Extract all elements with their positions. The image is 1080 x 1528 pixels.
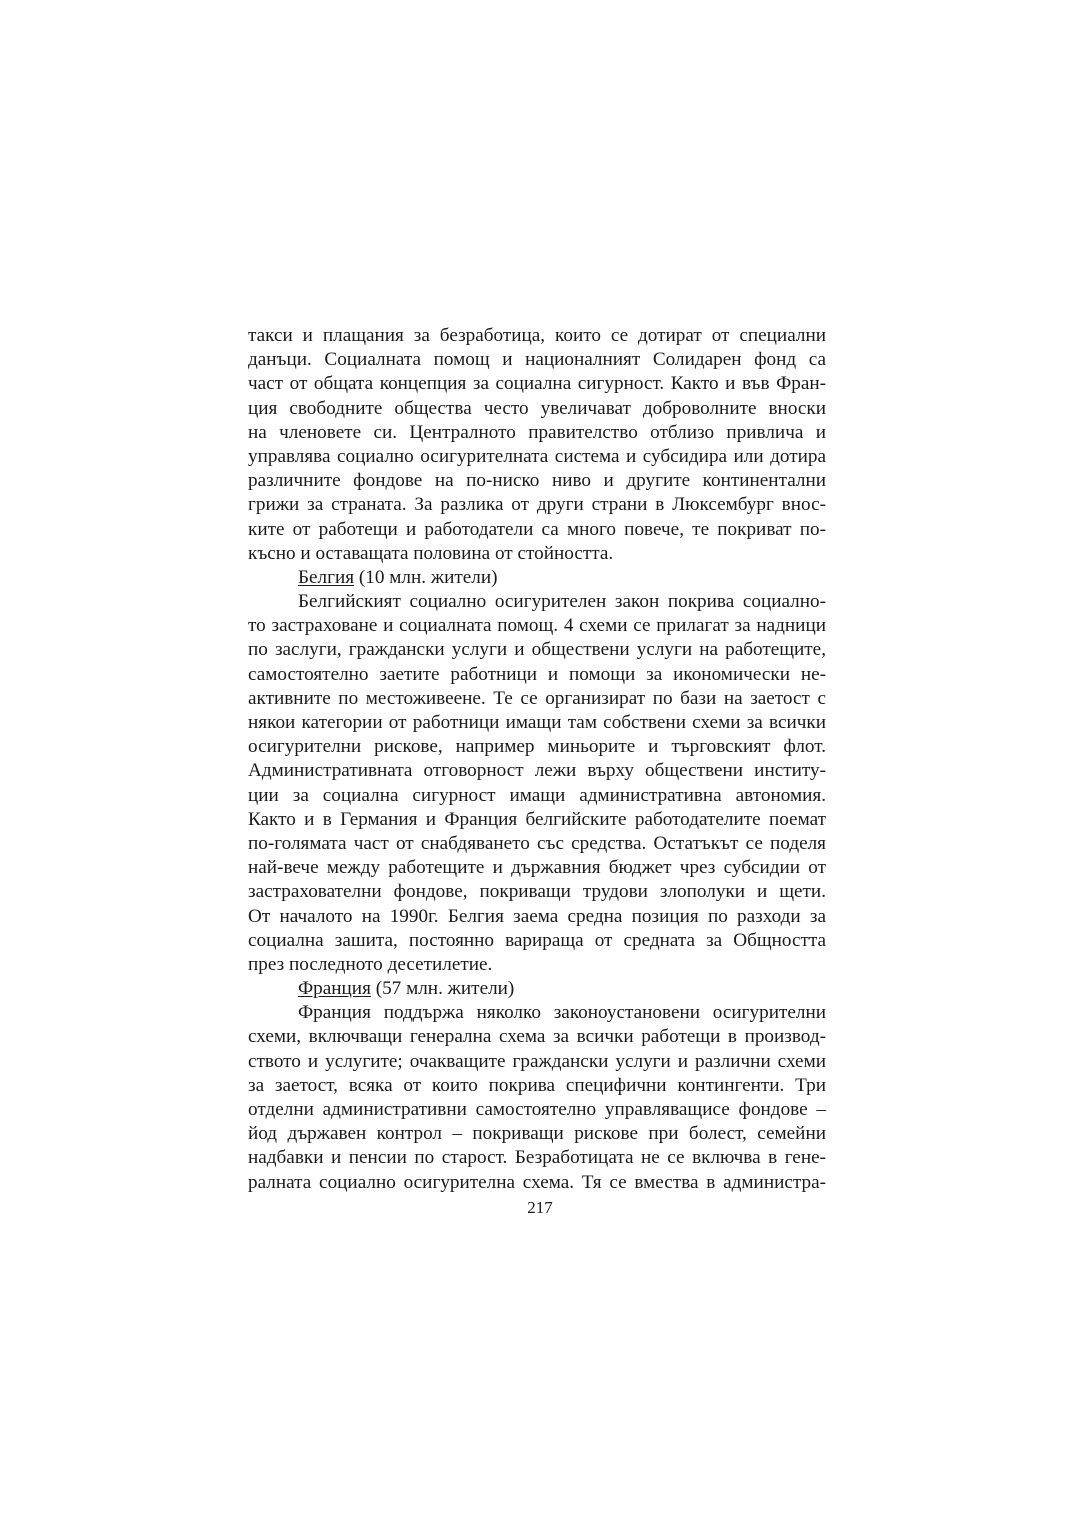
text-line: ките от работещи и работодатели са много повече, те покриват по- — [248, 518, 826, 540]
text-line: такси и плащания за безработица, които се дотират от специални — [248, 325, 826, 346]
text-line: От началото на 1990г. Белгия заема средна позиция по разходи за — [248, 905, 826, 927]
country-name-belgium: Белгия — [298, 566, 355, 588]
text-line: ството и услугите; очакващите граждански услуги и различни схеми — [248, 1050, 826, 1072]
text-line: Франция поддържа няколко законоустановени осигурителни — [298, 1002, 826, 1024]
text-line: ралната социално осигурителна схема. Тя се вмества в администра- — [248, 1171, 826, 1193]
paragraph-france — [248, 1001, 826, 1195]
text-line: отделни административни самостоятелно управляващисе фондове – — [248, 1099, 826, 1120]
text-line: по заслуги, граждански услуги и обществени услуги на работещите, — [248, 639, 826, 661]
paragraph-belgium — [248, 590, 826, 977]
text-line: схеми, включващи генерална схема за всички работещи в производ- — [248, 1026, 826, 1048]
text-line: управлява социално осигурителната система и субсидира или дотира — [248, 445, 826, 467]
paragraph-continuation — [248, 324, 826, 566]
text-line: ции за социална сигурност имащи административна автономия. — [248, 784, 826, 806]
text-line: данъци. Социалната помощ и националният Солидарен фонд са — [248, 349, 826, 371]
text-line: най-вече между работещите и държавния бюджет чрез субсидии от — [248, 857, 826, 879]
text-line: йод държавен контрол – покриващи рискове при болест, семейни — [248, 1123, 826, 1145]
text-line: грижи за страната. За разлика от други страни в Люксембург внос- — [248, 494, 826, 516]
page-text-block — [248, 324, 826, 1195]
text-line: Както и в Германия и Франция белгийските работодателите поемат — [248, 808, 826, 830]
text-line: на членовете си. Централното правителство отблизо привлича и — [248, 421, 826, 443]
text-line: през последното десетилетие. — [248, 953, 493, 975]
text-line: късно и оставащата половина от стойността. — [248, 542, 614, 564]
population-france: (57 млн. жители) — [370, 978, 515, 1000]
text-line: по-голямата част от снабдяването със средства. Остатъкът се поделя — [248, 832, 826, 854]
text-line: Белгийският социално осигурителен закон покрива социално- — [298, 591, 826, 613]
text-line: за заетост, всяка от които покрива специфични контингенти. Три — [248, 1074, 826, 1096]
text-line: ция свободните общества често увеличават доброволните вноски — [248, 397, 826, 419]
text-line: самостоятелно заетите работници и помощи за икономически не- — [248, 663, 826, 685]
text-line: то застраховане и социалната помощ. 4 схеми се прилагат за надници — [248, 615, 826, 637]
text-line: осигурителни рискове, например миньорите и търговският флот. — [248, 736, 826, 758]
text-line: активните по местоживеене. Те се организират по бази на заетост с — [248, 687, 826, 709]
text-line: надбавки и пенсии по старост. Безработицата не се включва в гене- — [248, 1147, 826, 1169]
text-line: различните фондове на по-ниско ниво и другите континентални — [248, 470, 826, 492]
text-line: Административната отговорност лежи върху обществени институ- — [248, 760, 826, 782]
section-heading-belgium — [248, 566, 826, 590]
population-belgium: (10 млн. жители) — [354, 566, 498, 588]
page-number: 217 — [527, 1198, 553, 1217]
text-line: част от общата концепция за социална сигурност. Както и във Фран- — [248, 373, 826, 395]
section-heading-france — [248, 977, 826, 1001]
text-line: застрахователни фондове, покриващи трудови злополуки и щети. — [248, 881, 826, 903]
text-line: някои категории от работници имащи там собствени схеми за всички — [248, 712, 826, 733]
text-line: социална зашита, постоянно варираща от средната за Общността — [248, 929, 826, 951]
country-name-france: Франция — [298, 978, 371, 1000]
